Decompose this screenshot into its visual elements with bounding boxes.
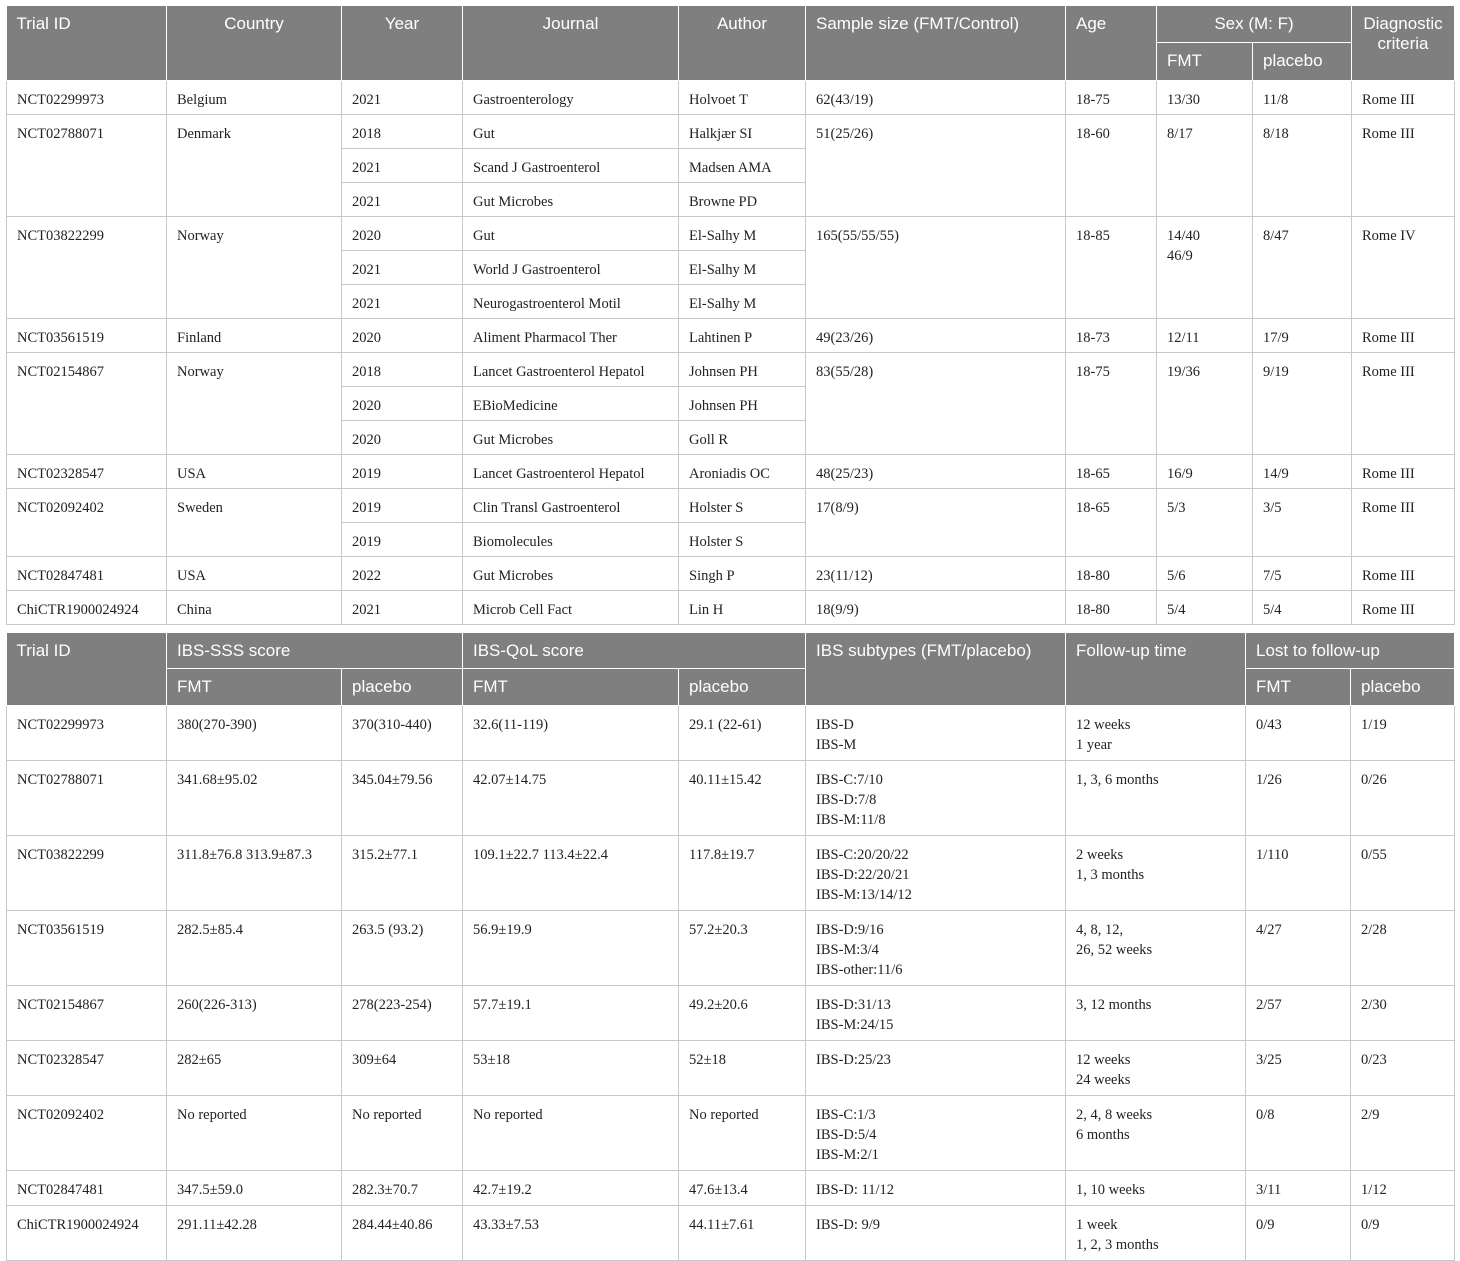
journal-cell: Gut Microbes (463, 420, 679, 454)
follow-up-line: 24 weeks (1076, 1071, 1131, 1088)
trial-id-cell: NCT02299973 (7, 705, 167, 760)
journal-cell: Lancet Gastroenterol Hepatol (463, 352, 679, 386)
follow-up-line: 12 weeks (1076, 716, 1131, 733)
header-author: Author (679, 6, 806, 80)
sex-fmt-cell (1157, 80, 1253, 114)
table-row (7, 488, 1455, 522)
subtype-line: IBS-D (816, 716, 854, 733)
qol-fmt-cell: 109.1±22.7 113.4±22.4 (463, 835, 679, 910)
country-cell: Belgium (167, 80, 342, 114)
sex-fmt-cell (1157, 352, 1253, 454)
sample-size-cell: 62(43/19) (806, 80, 1066, 114)
author-cell: Lahtinen P (679, 318, 806, 352)
sex-placebo-cell: 11/8 (1253, 80, 1352, 114)
journal-cell: Gut (463, 216, 679, 250)
country-cell: USA (167, 556, 342, 590)
header-journal: Journal (463, 6, 679, 80)
subtype-line: IBS-M:24/15 (816, 1016, 894, 1033)
qol-fmt-cell: 43.33±7.53 (463, 1205, 679, 1260)
header-follow-up-time: Follow-up time (1066, 633, 1246, 705)
trial-id-cell: NCT02154867 (7, 985, 167, 1040)
table-row (7, 705, 1455, 760)
trial-id-cell: ChiCTR1900024924 (7, 590, 167, 624)
sex-fmt-cell (1157, 216, 1253, 318)
year-cell: 2021 (342, 590, 463, 624)
subtype-line: IBS-D:22/20/21 (816, 866, 910, 883)
header2-trial-id: Trial ID (7, 633, 167, 705)
sex-fmt-line: 5/3 (1167, 499, 1186, 516)
journal-cell: Gastroenterology (463, 80, 679, 114)
header-lost-placebo: placebo (1351, 668, 1455, 705)
country-cell: Denmark (167, 114, 342, 216)
diagnostic-criteria-cell: Rome IV (1352, 216, 1455, 318)
diagnostic-criteria-cell: Rome III (1352, 318, 1455, 352)
follow-up-cell (1066, 835, 1246, 910)
author-cell: El-Salhy M (679, 250, 806, 284)
age-cell: 18-85 (1066, 216, 1157, 318)
table-row (7, 985, 1455, 1040)
subtype-line: IBS-M (816, 736, 857, 753)
qol-placebo-cell: 49.2±20.6 (679, 985, 806, 1040)
table-row (7, 352, 1455, 386)
lost-placebo-cell: 2/30 (1351, 985, 1455, 1040)
lost-fmt-cell: 4/27 (1246, 910, 1351, 985)
subtype-line: IBS-M:2/1 (816, 1146, 879, 1163)
lost-fmt-cell: 1/110 (1246, 835, 1351, 910)
sss-fmt-cell: 347.5±59.0 (167, 1170, 342, 1205)
trial-id-cell: NCT02788071 (7, 114, 167, 216)
sss-placebo-cell: 370(310-440) (342, 705, 463, 760)
age-cell: 18-65 (1066, 488, 1157, 556)
qol-placebo-cell: 52±18 (679, 1040, 806, 1095)
sss-fmt-cell: 282.5±85.4 (167, 910, 342, 985)
journal-cell: Biomolecules (463, 522, 679, 556)
header-ibs-subtypes: IBS subtypes (FMT/placebo) (806, 633, 1066, 705)
author-cell: Goll R (679, 420, 806, 454)
country-cell: Finland (167, 318, 342, 352)
subtype-line: IBS-C:1/3 (816, 1106, 876, 1123)
diagnostic-criteria-cell: Rome III (1352, 590, 1455, 624)
year-cell: 2020 (342, 318, 463, 352)
table-row (7, 760, 1455, 835)
author-cell: El-Salhy M (679, 216, 806, 250)
table2-body (7, 705, 1455, 1260)
sss-placebo-cell: 309±64 (342, 1040, 463, 1095)
header-sex-placebo: placebo (1253, 42, 1352, 80)
age-cell: 18-73 (1066, 318, 1157, 352)
header-country: Country (167, 6, 342, 80)
table-row (7, 556, 1455, 590)
subtype-line: IBS-M:3/4 (816, 941, 879, 958)
author-cell: Lin H (679, 590, 806, 624)
author-cell: Holvoet T (679, 80, 806, 114)
journal-cell: Clin Transl Gastroenterol (463, 488, 679, 522)
trial-id-cell: NCT02847481 (7, 556, 167, 590)
sample-size-cell: 83(55/28) (806, 352, 1066, 454)
subtype-line: IBS-D:5/4 (816, 1126, 877, 1143)
sss-placebo-cell: No reported (342, 1095, 463, 1170)
follow-up-line: 1, 3 months (1076, 866, 1145, 883)
subtype-line: IBS-D:31/13 (816, 996, 891, 1013)
sex-fmt-line: 14/40 (1167, 227, 1201, 244)
country-cell: Norway (167, 352, 342, 454)
table-row (7, 1205, 1455, 1260)
author-cell: El-Salhy M (679, 284, 806, 318)
trial-id-cell: NCT03822299 (7, 216, 167, 318)
year-cell: 2022 (342, 556, 463, 590)
sex-fmt-cell (1157, 590, 1253, 624)
qol-fmt-cell: 56.9±19.9 (463, 910, 679, 985)
sss-placebo-cell: 263.5 (93.2) (342, 910, 463, 985)
sex-placebo-cell: 3/5 (1253, 488, 1352, 556)
qol-fmt-cell: 42.07±14.75 (463, 760, 679, 835)
qol-placebo-cell: 47.6±13.4 (679, 1170, 806, 1205)
follow-up-line: 6 months (1076, 1126, 1130, 1143)
table-row (7, 910, 1455, 985)
follow-up-cell (1066, 910, 1246, 985)
diagnostic-criteria-cell: Rome III (1352, 488, 1455, 556)
sample-size-cell: 51(25/26) (806, 114, 1066, 216)
sample-size-cell: 48(25/23) (806, 454, 1066, 488)
trial-id-cell: NCT02299973 (7, 80, 167, 114)
header-lost-to-follow-up: Lost to follow-up (1246, 633, 1455, 668)
journal-cell: Scand J Gastroenterol (463, 148, 679, 182)
follow-up-cell (1066, 1205, 1246, 1260)
trial-id-cell: NCT03822299 (7, 835, 167, 910)
table-row (7, 80, 1455, 114)
ibs-subtypes-cell (806, 1040, 1066, 1095)
subtype-line: IBS-D: 11/12 (816, 1181, 895, 1198)
follow-up-line: 1 week (1076, 1216, 1118, 1233)
journal-cell: Gut (463, 114, 679, 148)
sample-size-cell: 17(8/9) (806, 488, 1066, 556)
country-cell: Sweden (167, 488, 342, 556)
year-cell: 2019 (342, 522, 463, 556)
sex-placebo-cell: 17/9 (1253, 318, 1352, 352)
author-cell: Johnsen PH (679, 386, 806, 420)
follow-up-cell (1066, 760, 1246, 835)
table-row (7, 590, 1455, 624)
header-ibs-sss: IBS-SSS score (167, 633, 463, 668)
lost-fmt-cell: 2/57 (1246, 985, 1351, 1040)
lost-placebo-cell: 0/26 (1351, 760, 1455, 835)
author-cell: Browne PD (679, 182, 806, 216)
country-cell: China (167, 590, 342, 624)
lost-placebo-cell: 2/28 (1351, 910, 1455, 985)
follow-up-line: 26, 52 weeks (1076, 941, 1153, 958)
qol-placebo-cell: 117.8±19.7 (679, 835, 806, 910)
author-cell: Holster S (679, 522, 806, 556)
trial-id-cell: NCT02788071 (7, 760, 167, 835)
qol-fmt-cell: 32.6(11-119) (463, 705, 679, 760)
year-cell: 2021 (342, 148, 463, 182)
table-row (7, 1095, 1455, 1170)
sex-placebo-cell: 8/47 (1253, 216, 1352, 318)
follow-up-cell (1066, 1040, 1246, 1095)
sex-fmt-line: 19/36 (1167, 363, 1201, 380)
subtype-line: IBS-D:7/8 (816, 791, 877, 808)
sample-size-cell: 18(9/9) (806, 590, 1066, 624)
follow-up-line: 2, 4, 8 weeks (1076, 1106, 1153, 1123)
qol-fmt-cell: 53±18 (463, 1040, 679, 1095)
table-row (7, 1040, 1455, 1095)
year-cell: 2019 (342, 454, 463, 488)
trial-id-cell: NCT03561519 (7, 910, 167, 985)
ibs-subtypes-cell (806, 760, 1066, 835)
country-cell: Norway (167, 216, 342, 318)
age-cell: 18-75 (1066, 352, 1157, 454)
lost-placebo-cell: 1/19 (1351, 705, 1455, 760)
lost-fmt-cell: 0/43 (1246, 705, 1351, 760)
author-cell: Halkjær SI (679, 114, 806, 148)
sample-size-cell: 165(55/55/55) (806, 216, 1066, 318)
sss-fmt-cell: 341.68±95.02 (167, 760, 342, 835)
header-qol-placebo: placebo (679, 668, 806, 705)
age-cell: 18-80 (1066, 590, 1157, 624)
ibs-subtypes-cell (806, 910, 1066, 985)
header-sample-size: Sample size (FMT/Control) (806, 6, 1066, 80)
sss-placebo-cell: 284.44±40.86 (342, 1205, 463, 1260)
sss-fmt-cell: 291.11±42.28 (167, 1205, 342, 1260)
sss-placebo-cell: 345.04±79.56 (342, 760, 463, 835)
follow-up-cell (1066, 985, 1246, 1040)
lost-fmt-cell: 0/8 (1246, 1095, 1351, 1170)
header-sss-fmt: FMT (167, 668, 342, 705)
ibs-subtypes-cell (806, 705, 1066, 760)
sex-fmt-line: 8/17 (1167, 125, 1193, 142)
ibs-subtypes-cell (806, 1170, 1066, 1205)
qol-fmt-cell: No reported (463, 1095, 679, 1170)
qol-placebo-cell: 29.1 (22-61) (679, 705, 806, 760)
sex-placebo-cell: 7/5 (1253, 556, 1352, 590)
sex-fmt-line: 13/30 (1167, 91, 1201, 108)
trial-id-cell: NCT02328547 (7, 1040, 167, 1095)
header-trial-id: Trial ID (7, 6, 167, 80)
qol-placebo-cell: 40.11±15.42 (679, 760, 806, 835)
year-cell: 2020 (342, 386, 463, 420)
year-cell: 2019 (342, 488, 463, 522)
journal-cell: Gut Microbes (463, 182, 679, 216)
diagnostic-criteria-cell: Rome III (1352, 80, 1455, 114)
sss-fmt-cell: 260(226-313) (167, 985, 342, 1040)
lost-placebo-cell: 1/12 (1351, 1170, 1455, 1205)
sss-placebo-cell: 282.3±70.7 (342, 1170, 463, 1205)
ibs-subtypes-cell (806, 1095, 1066, 1170)
age-cell: 18-65 (1066, 454, 1157, 488)
header-diagnostic-criteria: Diagnostic criteria (1352, 6, 1455, 80)
journal-cell: Gut Microbes (463, 556, 679, 590)
journal-cell: Lancet Gastroenterol Hepatol (463, 454, 679, 488)
sss-fmt-cell: 380(270-390) (167, 705, 342, 760)
sex-fmt-line: 12/11 (1167, 329, 1200, 346)
subtype-line: IBS-M:13/14/12 (816, 886, 912, 903)
sex-placebo-cell: 5/4 (1253, 590, 1352, 624)
diagnostic-criteria-cell: Rome III (1352, 556, 1455, 590)
diagnostic-criteria-cell: Rome III (1352, 454, 1455, 488)
sample-size-cell: 49(23/26) (806, 318, 1066, 352)
header-qol-fmt: FMT (463, 668, 679, 705)
journal-cell: World J Gastroenterol (463, 250, 679, 284)
follow-up-line: 1, 3, 6 months (1076, 771, 1159, 788)
follow-up-line: 1 year (1076, 736, 1112, 753)
author-cell: Johnsen PH (679, 352, 806, 386)
year-cell: 2020 (342, 420, 463, 454)
header-sex: Sex (M: F) (1157, 6, 1352, 42)
table-row (7, 835, 1455, 910)
trial-id-cell: NCT02092402 (7, 488, 167, 556)
sex-placebo-cell: 9/19 (1253, 352, 1352, 454)
sex-fmt-cell (1157, 556, 1253, 590)
table-row (7, 318, 1455, 352)
lost-placebo-cell: 2/9 (1351, 1095, 1455, 1170)
subtype-line: IBS-D: 9/9 (816, 1216, 881, 1233)
sex-fmt-cell (1157, 454, 1253, 488)
header-sss-placebo: placebo (342, 668, 463, 705)
qol-fmt-cell: 42.7±19.2 (463, 1170, 679, 1205)
author-cell: Aroniadis OC (679, 454, 806, 488)
trial-id-cell: NCT02092402 (7, 1095, 167, 1170)
follow-up-line: 2 weeks (1076, 846, 1124, 863)
lost-fmt-cell: 1/26 (1246, 760, 1351, 835)
year-cell: 2021 (342, 284, 463, 318)
year-cell: 2021 (342, 250, 463, 284)
subtype-line: IBS-M:11/8 (816, 811, 886, 828)
country-cell: USA (167, 454, 342, 488)
sss-placebo-cell: 315.2±77.1 (342, 835, 463, 910)
author-cell: Singh P (679, 556, 806, 590)
follow-up-cell (1066, 1095, 1246, 1170)
sex-fmt-cell (1157, 318, 1253, 352)
subtype-line: IBS-D:9/16 (816, 921, 884, 938)
year-cell: 2021 (342, 80, 463, 114)
table-row (7, 454, 1455, 488)
sex-fmt-line: 46/9 (1167, 247, 1193, 264)
lost-fmt-cell: 3/25 (1246, 1040, 1351, 1095)
ibs-subtypes-cell (806, 835, 1066, 910)
trial-id-cell: NCT02847481 (7, 1170, 167, 1205)
lost-placebo-cell: 0/9 (1351, 1205, 1455, 1260)
table-row (7, 216, 1455, 250)
sex-placebo-cell: 14/9 (1253, 454, 1352, 488)
sex-fmt-line: 5/6 (1167, 567, 1186, 584)
trial-id-cell: ChiCTR1900024924 (7, 1205, 167, 1260)
table1-body (7, 80, 1455, 624)
table-row (7, 114, 1455, 148)
lost-placebo-cell: 0/23 (1351, 1040, 1455, 1095)
lost-fmt-cell: 0/9 (1246, 1205, 1351, 1260)
age-cell: 18-80 (1066, 556, 1157, 590)
follow-up-line: 12 weeks (1076, 1051, 1131, 1068)
header-age: Age (1066, 6, 1157, 80)
journal-cell: EBioMedicine (463, 386, 679, 420)
author-cell: Holster S (679, 488, 806, 522)
journal-cell: Microb Cell Fact (463, 590, 679, 624)
subtype-line: IBS-other:11/6 (816, 961, 903, 978)
diagnostic-criteria-cell: Rome III (1352, 352, 1455, 454)
ibs-subtypes-cell (806, 1205, 1066, 1260)
qol-placebo-cell: 57.2±20.3 (679, 910, 806, 985)
lost-fmt-cell: 3/11 (1246, 1170, 1351, 1205)
qol-placebo-cell: No reported (679, 1095, 806, 1170)
header-lost-fmt: FMT (1246, 668, 1351, 705)
subtype-line: IBS-C:7/10 (816, 771, 883, 788)
follow-up-line: 3, 12 months (1076, 996, 1152, 1013)
trials-outcomes-table (6, 633, 1455, 1261)
year-cell: 2021 (342, 182, 463, 216)
year-cell: 2018 (342, 352, 463, 386)
trial-id-cell: NCT03561519 (7, 318, 167, 352)
trial-id-cell: NCT02154867 (7, 352, 167, 454)
sex-fmt-line: 5/4 (1167, 601, 1186, 618)
follow-up-line: 1, 10 weeks (1076, 1181, 1145, 1198)
follow-up-line: 4, 8, 12, (1076, 921, 1124, 938)
subtype-line: IBS-C:20/20/22 (816, 846, 909, 863)
trials-characteristics-table (6, 6, 1455, 625)
sample-size-cell: 23(11/12) (806, 556, 1066, 590)
diagnostic-criteria-cell: Rome III (1352, 114, 1455, 216)
sss-fmt-cell: 311.8±76.8 313.9±87.3 (167, 835, 342, 910)
trial-id-cell: NCT02328547 (7, 454, 167, 488)
year-cell: 2018 (342, 114, 463, 148)
sex-fmt-cell (1157, 114, 1253, 216)
sex-fmt-line: 16/9 (1167, 465, 1193, 482)
sex-fmt-cell (1157, 488, 1253, 556)
follow-up-cell (1066, 705, 1246, 760)
lost-placebo-cell: 0/55 (1351, 835, 1455, 910)
header-ibs-qol: IBS-QoL score (463, 633, 806, 668)
table-row (7, 1170, 1455, 1205)
qol-placebo-cell: 44.11±7.61 (679, 1205, 806, 1260)
year-cell: 2020 (342, 216, 463, 250)
sex-placebo-cell: 8/18 (1253, 114, 1352, 216)
ibs-subtypes-cell (806, 985, 1066, 1040)
follow-up-cell (1066, 1170, 1246, 1205)
header-sex-fmt: FMT (1157, 42, 1253, 80)
qol-fmt-cell: 57.7±19.1 (463, 985, 679, 1040)
journal-cell: Aliment Pharmacol Ther (463, 318, 679, 352)
age-cell: 18-60 (1066, 114, 1157, 216)
author-cell: Madsen AMA (679, 148, 806, 182)
follow-up-line: 1, 2, 3 months (1076, 1236, 1159, 1253)
sss-fmt-cell: No reported (167, 1095, 342, 1170)
sss-fmt-cell: 282±65 (167, 1040, 342, 1095)
journal-cell: Neurogastroenterol Motil (463, 284, 679, 318)
sss-placebo-cell: 278(223-254) (342, 985, 463, 1040)
header-year: Year (342, 6, 463, 80)
age-cell: 18-75 (1066, 80, 1157, 114)
subtype-line: IBS-D:25/23 (816, 1051, 891, 1068)
